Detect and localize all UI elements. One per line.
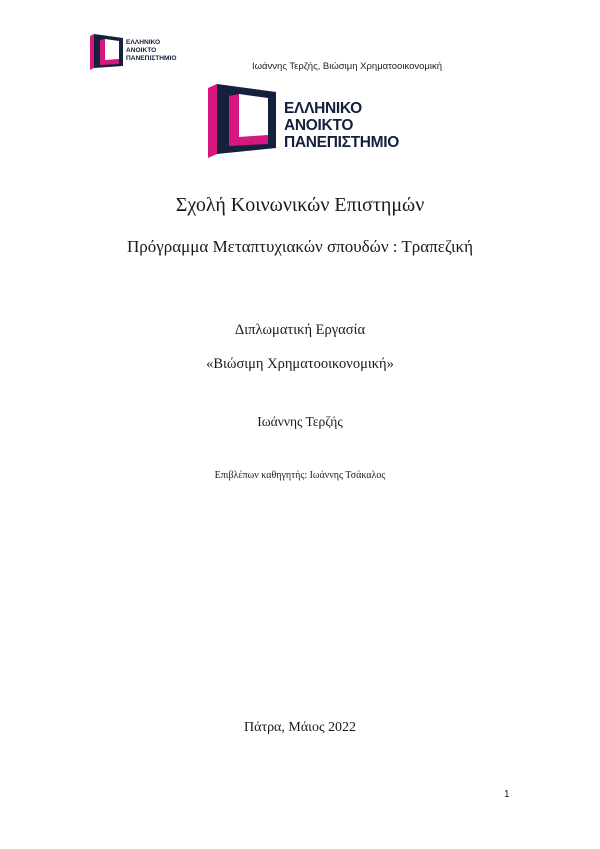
- author-name: Ιωάννης Τερζής: [257, 414, 343, 429]
- program-name: Πρόγραμμα Μεταπτυχιακών σπουδών : Τραπεζική: [127, 237, 473, 256]
- thesis-type: Διπλωματική Εργασία: [234, 322, 366, 338]
- thesis-title: «Βιώσιμη Χρηματοοικονομική»: [206, 356, 394, 372]
- school-name: Σχολή Κοινωνικών Επιστημών: [175, 194, 425, 216]
- supervisor: Επιβλέπων καθηγητής: Ιωάννης Τσάκαλος: [214, 470, 386, 481]
- header-logo-line-1: ΕΛΛΗΝΙΚΟ: [126, 39, 161, 46]
- place-date: Πάτρα, Μάιος 2022: [244, 720, 356, 735]
- header-logo-line-3: ΠΑΝΕΠΙΣΤΗΜΙΟ: [126, 55, 177, 62]
- header-logo-line-2: ΑΝΟΙΚΤΟ: [126, 47, 157, 54]
- university-logo-mark-large: [208, 84, 282, 158]
- header-logo: [90, 34, 190, 70]
- logo-line-1: ΕΛΛΗΝΙΚΟ: [284, 100, 362, 117]
- page-number: 1: [504, 789, 510, 800]
- university-logo-mark: [90, 34, 124, 70]
- logo-line-2: ΑΝΟΙΚΤΟ: [284, 117, 354, 134]
- logo-line-3: ΠΑΝΕΠΙΣΤΗΜΙΟ: [284, 134, 400, 151]
- running-head: Ιωάννης Τερζής, Βιώσιμη Χρηματοοικονομική: [252, 61, 443, 72]
- university-logo: [208, 84, 398, 158]
